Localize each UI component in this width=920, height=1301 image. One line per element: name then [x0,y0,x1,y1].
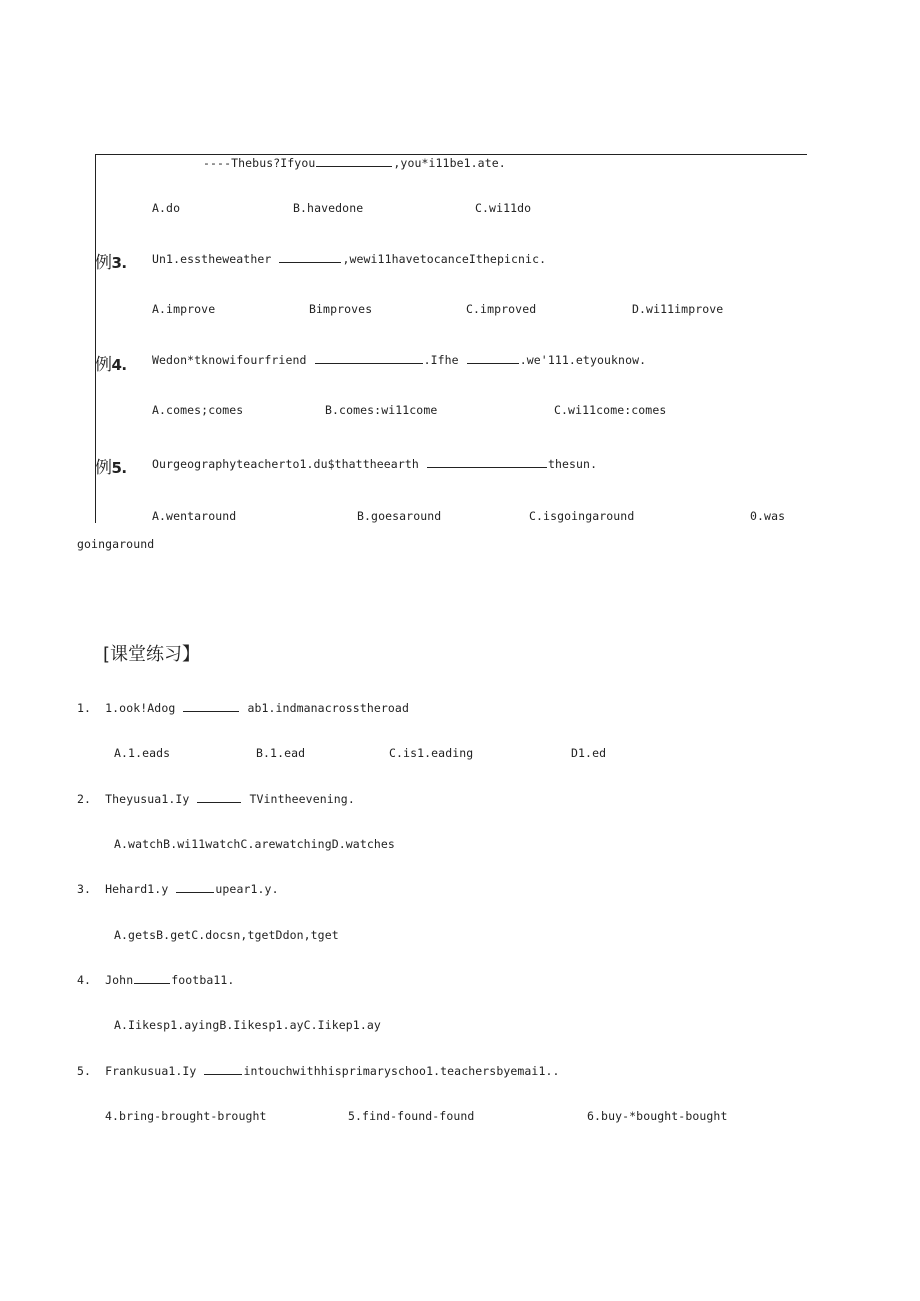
answer-blank [134,973,170,984]
option-c: C.isgoingaround [529,509,635,523]
example-4-question: Wedon*tknowifourfriend .Ifhe .we'111.etyouknow. [152,353,647,367]
option-b: Bimproves [309,302,373,316]
answer-blank [315,353,423,364]
example-4-label: 例4. [95,355,127,375]
answer-blank [279,252,341,263]
option-a: A.do [152,201,181,215]
example-2-question: ----Thebus?Ifyou ,you*i11be1.ate. [203,156,506,170]
word-form-5: 5.find-found-found [348,1109,475,1123]
option-a: A.comes;comes [152,403,244,417]
option-a: A.1.eads [114,746,171,760]
answer-blank [467,353,519,364]
exercise-3-options: A.getsB.getC.docsn,tgetDdon,tget [114,928,339,942]
option-d: 0.was [750,509,786,523]
exercise-4-options: A.Iikesp1.ayingB.Iikesp1.ayC.Iikep1.ay [114,1018,381,1032]
option-c: C.wi11come:comes [554,403,667,417]
answer-blank [183,701,239,712]
option-c: C.wi11do [475,201,532,215]
example-3-label: 例3. [95,253,127,273]
table-top-border [95,154,807,155]
section-title: [课堂练习】 [103,644,201,665]
answer-blank [427,457,547,468]
exercise-5-question: 5. Frankusua1.Iy intouchwithhisprimaryschoo1.teachersbyemai1.. [77,1064,560,1078]
option-d: D1.ed [571,746,607,760]
option-b: B.goesaround [357,509,442,523]
example-5-label: 例5. [95,458,127,478]
exercise-4-question: 4. John footba11. [77,973,235,987]
example-5-question: Ourgeographyteacherto1.du$thattheearth thesun. [152,457,598,471]
word-form-4: 4.bring-brought-brought [105,1109,267,1123]
option-a: A.improve [152,302,216,316]
exercise-2-question: 2. Theyusua1.Iy TVintheevening. [77,792,355,806]
exercise-3-question: 3. Hehard1.y upear1.y. [77,882,279,896]
option-a: A.wentaround [152,509,237,523]
answer-blank [197,792,241,803]
option-c: C.improved [466,302,537,316]
answer-blank [176,882,214,893]
option-b: B.1.ead [256,746,306,760]
option-b: B.comes:wi11come [325,403,438,417]
option-d: D.wi11improve [632,302,724,316]
option-d-continued: goingaround [77,537,155,551]
option-b: B.havedone [293,201,364,215]
word-form-6: 6.buy-*bought-bought [587,1109,728,1123]
example-3-question: Un1.esstheweather ,wewi11havetocanceIthepicnic. [152,252,547,266]
exercise-2-options: A.watchB.wi11watchC.arewatchingD.watches [114,837,395,851]
answer-blank [204,1064,242,1075]
option-c: C.is1.eading [389,746,474,760]
answer-blank [316,156,392,167]
exercise-1-question: 1. 1.ook!Adog ab1.indmanacrosstheroad [77,701,409,715]
